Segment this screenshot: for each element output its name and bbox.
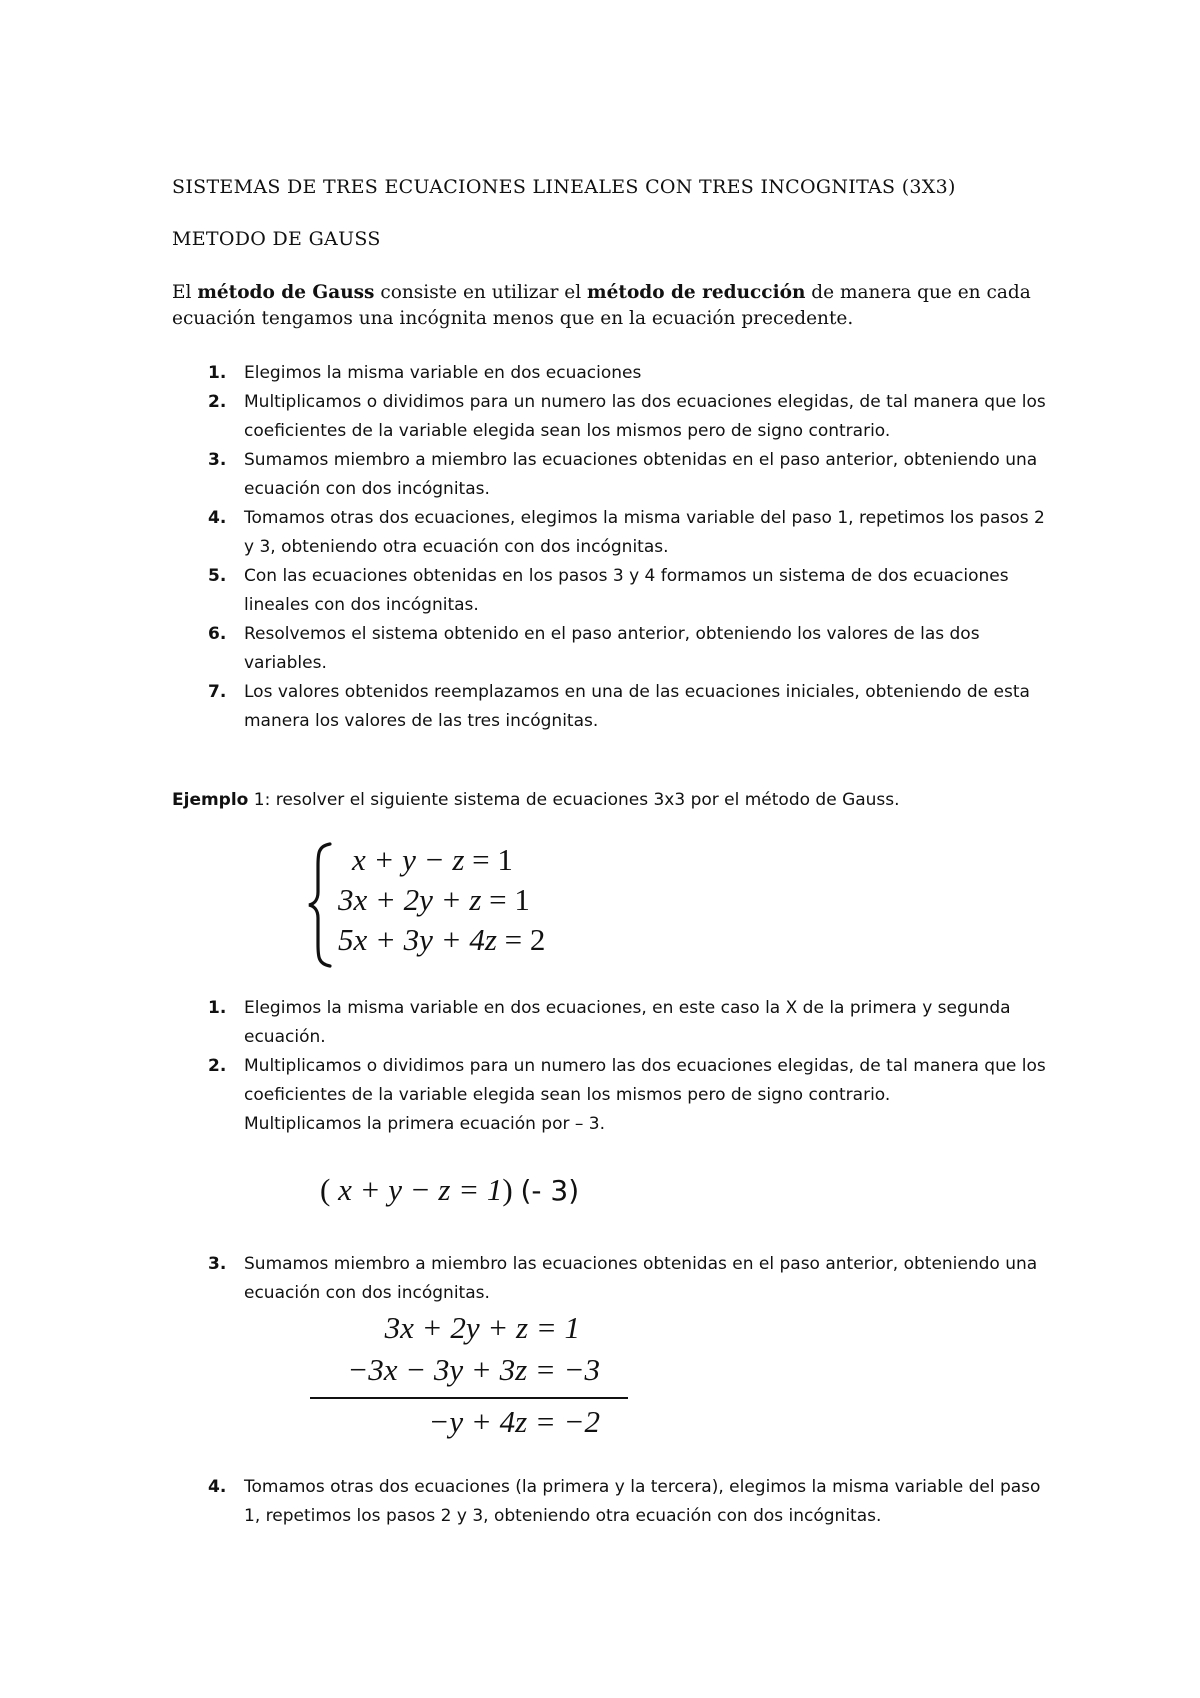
list-item [172,446,1052,504]
list-item [172,678,1052,736]
list-item [172,1052,1052,1139]
list-item [172,359,1052,388]
list-item-text: Sumamos miembro a miembro las ecuaciones obtenidas en el paso anterior, obteniendo una ecuación con dos incógnitas. [244,450,1038,499]
list-item-number: 3. [208,450,227,470]
equation-lhs: 5x + 3y + 4z [338,922,497,957]
equation-lhs: x + y − z [352,842,465,877]
equation-rhs: 1 [514,882,530,917]
page-title: SISTEMAS DE TRES ECUACIONES LINEALES CON TRES INCOGNITAS (3X3) [172,176,956,198]
equation: x + y − z = 1 [338,1172,503,1207]
open-paren: ( [320,1172,339,1207]
list-item-text: Con las ecuaciones obtenidas en los pasos 3 y 4 formamos un sistema de dos ecuaciones lineales con dos incógnitas. [244,566,1009,615]
list-item [172,504,1052,562]
list-item-extra: Multiplicamos la primera ecuación por – 3. [244,1114,606,1134]
intro-text-2: consiste en utilizar el [374,282,588,303]
list-item-number: 4. [208,508,227,528]
list-item-number: 4. [208,1477,227,1497]
list-item-text: Los valores obtenidos reemplazamos en una de las ecuaciones iniciales, obteniendo de esta manera los valores de las tres incógnitas. [244,682,1030,731]
equation-rhs: 2 [529,922,546,957]
list-item-text: Multiplicamos o dividimos para un numero las dos ecuaciones elegidas, de tal manera que los coeficientes de la variable elegida sean los mismos pero de signo contrario. [244,392,1046,441]
list-item-text: Elegimos la misma variable en dos ecuaciones [244,363,642,383]
multiplied-equation [320,1172,579,1208]
list-item [172,1473,1052,1531]
list-item-text: Tomamos otras dos ecuaciones, elegimos la misma variable del paso 1, repetimos los pasos 2 y 3, obteniendo otra ecuación con dos incógnitas. [244,508,1045,557]
example-label: Ejemplo [172,790,249,810]
intro-paragraph [172,280,1052,332]
list-item [172,994,1052,1052]
elimination-result: −y + 4z = −2 [428,1404,600,1439]
equation-system [306,840,606,970]
close-paren: ) [502,1172,521,1207]
list-item-number: 2. [208,1056,227,1076]
sum-rule-line [310,1397,628,1399]
list-item-number: 6. [208,624,227,644]
list-item-number: 2. [208,392,227,412]
elimination-row-2: −3x − 3y + 3z = −3 [347,1352,600,1387]
example-text: : resolver el siguiente sistema de ecuaciones 3x3 por el método de Gauss. [264,790,900,810]
multiplier: (- 3) [520,1174,580,1207]
intro-text-3: de manera que en cada ecuación tengamos una incógnita menos que en la ecuación precedente. [172,282,1031,329]
list-item-number: 1. [208,998,227,1018]
system-equation-3: 5x + 3y + 4z = 2 [338,922,546,957]
list-item-text: Sumamos miembro a miembro las ecuaciones obtenidas en el paso anterior, obteniendo una ecuación con dos incógnitas. [244,1254,1038,1303]
example-heading [172,790,900,810]
elimination-sum [300,1310,640,1450]
example-number: 1 [248,790,265,810]
method-steps-list [172,359,1052,736]
example-steps-list [172,994,1052,1139]
section-subtitle: METODO DE GAUSS [172,228,381,250]
left-brace-icon [306,840,336,970]
list-item [172,562,1052,620]
system-equation-1: x + y − z = 1 [352,842,513,877]
equation-lhs: 3x + 2y + z [338,882,482,917]
intro-bold-gauss: método de Gauss [197,282,375,303]
list-item-number: 5. [208,566,227,586]
intro-bold-reduccion: método de reducción [587,282,806,303]
list-item [172,1250,1052,1308]
list-item-text: Resolvemos el sistema obtenido en el paso anterior, obteniendo los valores de las dos variables. [244,624,980,673]
list-item-number: 3. [208,1254,227,1274]
list-item-text: Elegimos la misma variable en dos ecuaciones, en este caso la X de la primera y segunda ecuación. [244,998,1011,1047]
elimination-row-1: 3x + 2y + z = 1 [384,1310,580,1345]
example-step-4 [172,1473,1052,1531]
list-item [172,388,1052,446]
list-item-text: Tomamos otras dos ecuaciones (la primera y la tercera), elegimos la misma variable del paso 1, repetimos los pasos 2 y 3, obteniendo otra ecuación con dos incógnitas. [244,1477,1041,1526]
list-item-text: Multiplicamos o dividimos para un numero las dos ecuaciones elegidas, de tal manera que los coeficientes de la variable elegida sean los mismos pero de signo contrario. [244,1056,1046,1105]
list-item-number: 1. [208,363,227,383]
list-item [172,620,1052,678]
example-step-3 [172,1250,1052,1308]
equation-rhs: 1 [497,842,513,877]
system-equation-2: 3x + 2y + z = 1 [338,882,530,917]
list-item-number: 7. [208,682,227,702]
intro-text-1: El [172,282,198,303]
